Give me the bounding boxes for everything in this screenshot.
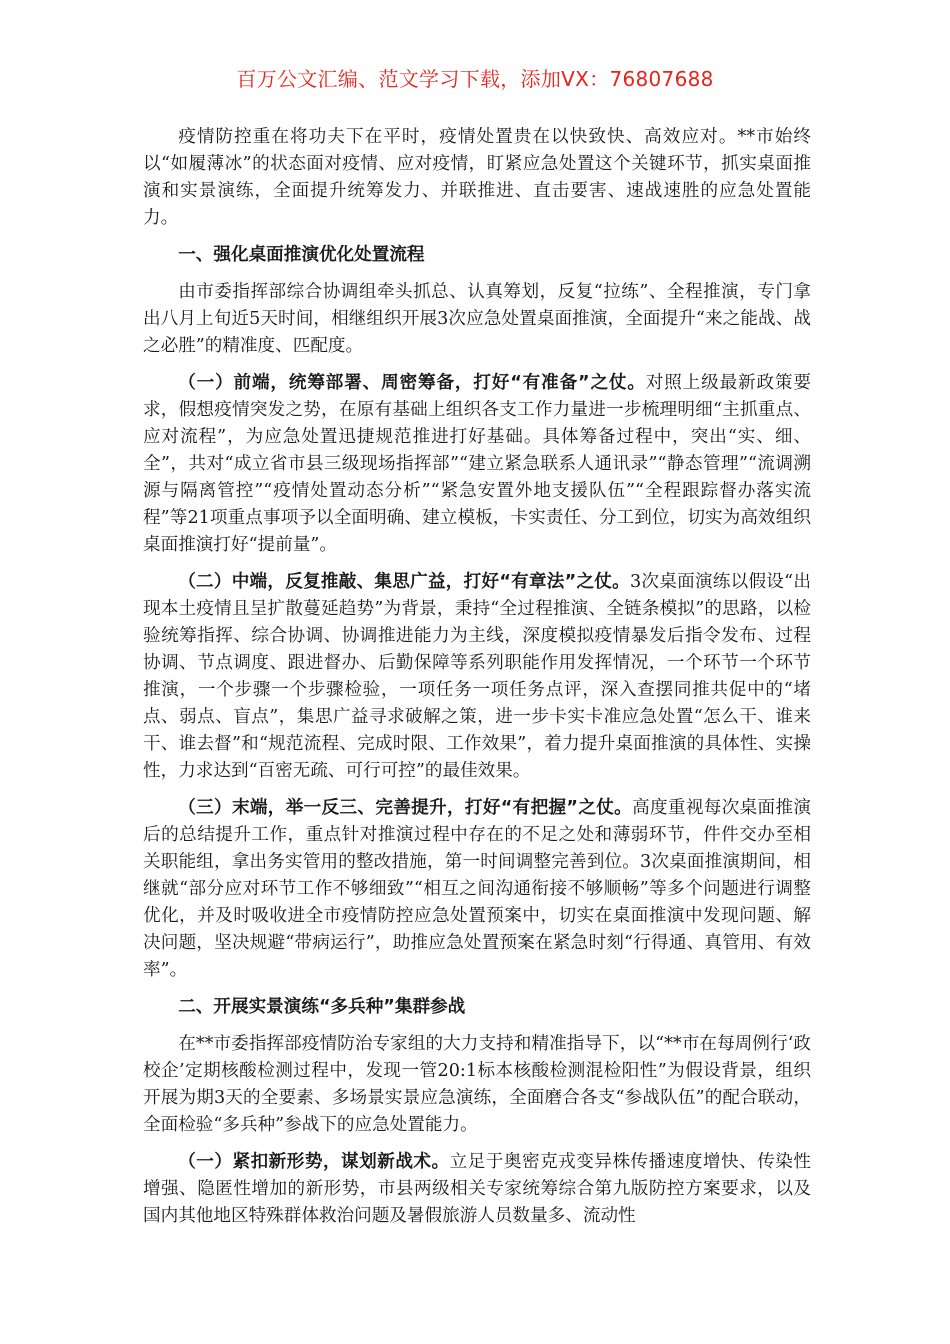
section-1-item-1-body: 对照上级最新政策要求，假想疫情突发之势，在原有基础上组织各支工作力量进一步梳理明细“主抓重点、应对流程”，为应急处置迅捷规范推进打好基础。具体筹备过程中，突出“实、细、全”，共对“成立省市县三级现场指挥部”“建立紧急联系人通讯录”“静态管理”“流调溯源与隔离管控”“疫情处置动态分析”“紧急安置外地支援队伍”“全程跟踪督办落实流程”等21项重点事项予以全面明确、建立模板，卡实责任、分工到位，切实为高效组织桌面推演打好“提前量”。 [143,373,811,555]
section-1-item-2-body: 3次桌面演练以假设“出现本土疫情且呈扩散蔓延趋势”为背景，秉持“全过程推演、全链条模拟”的思路，以检验统筹指挥、综合协调、协调推进能力为主线，深度模拟疫情暴发后指令发布、过程协调、节点调度、跟进督办、后勤保障等系列职能作用发挥情况，一个环节一个环节推演，一个步骤一个步骤检验，一项任务一项任务点评，深入查摆同推共促中的“堵点、弱点、盲点”，集思广益寻求破解之策，进一步卡实卡准应急处置“怎么干、谁来干、谁去督”和“规范流程、完成时限、工作效果”，着力提升桌面推演的具体性、实操性，力求达到“百密无疏、可行可控”的最佳效果。 [143,572,811,781]
section-1-item-1 [143,370,811,559]
section-1-item-2-lead: （二）中端，反复推敲、集思广益，打好“有章法”之仗。 [178,572,630,592]
section-1-item-3-lead: （三）末端，举一反三、完善提升，打好“有把握”之仗。 [178,798,633,818]
section-1-intro: 由市委指挥部综合协调组牵头抓总、认真筹划，反复“拉练”、全程推演，专门拿出八月上旬近5天时间，相继组织开展3次应急处置桌面推演，全面提升“来之能战、战之必胜”的精准度、匹配度。 [143,282,811,356]
document-body [143,124,811,1240]
section-1-item-2 [143,569,811,785]
section-1-item-3-body: 高度重视每次桌面推演后的总结提升工作，重点针对推演过程中存在的不足之处和薄弱环节，件件交办至相关职能组，拿出务实管用的整改措施，第一时间调整完善到位。3次桌面推演期间，相继就“部分应对环节工作不够细致”“相互之间沟通衔接不够顺畅”等多个问题进行调整优化，并及时吸收进全市疫情防控应急处置预案中，切实在桌面推演中发现问题、解决问题，坚决规避“带病运行”，助推应急处置预案在紧急时刻“行得通、真管用、有效率”。 [143,798,811,980]
section-2-intro: 在**市委指挥部疫情防治专家组的大力支持和精准指导下，以“**市在每周例行‘政校企’定期核酸检测过程中，发现一管20:1标本核酸检测混检阳性”为假设背景，组织开展为期3天的全要素、多场景实景应急演练，全面磨合各支“参战队伍”的配合联动，全面检验“多兵种”参战下的应急处置能力。 [143,1034,811,1135]
intro-paragraph: 疫情防控重在将功夫下在平时，疫情处置贵在以快致快、高效应对。**市始终以“如履薄冰”的状态面对疫情、应对疫情，盯紧应急处置这个关键环节，抓实桌面推演和实景演练，全面提升统筹发力、并联推进、直击要害、速战速胜的应急处置能力。 [143,127,811,228]
section-2-item-1-body: 立足于奥密克戎变异株传播速度增快、传染性增强、隐匿性增加的新形势，市县两级相关专家统筹综合第九版防控方案要求，以及国内其他地区特殊群体救治问题及暑假旅游人员数量多、流动性 [143,1152,811,1226]
section-1-heading: 一、强化桌面推演优化处置流程 [178,245,425,265]
section-2-heading: 二、开展实景演练“多兵种”集群参战 [178,997,466,1017]
section-1-item-1-lead: （一）前端，统筹部署、周密筹备，打好“有准备”之仗。 [178,373,646,393]
section-2-item-1-lead: （一）紧扣新形势，谋划新战术。 [178,1152,450,1172]
section-2-item-1 [143,1149,811,1230]
header-banner: 百万公文汇编、范文学习下载，添加VX：76807688 [236,67,714,91]
section-1-item-3 [143,795,811,984]
